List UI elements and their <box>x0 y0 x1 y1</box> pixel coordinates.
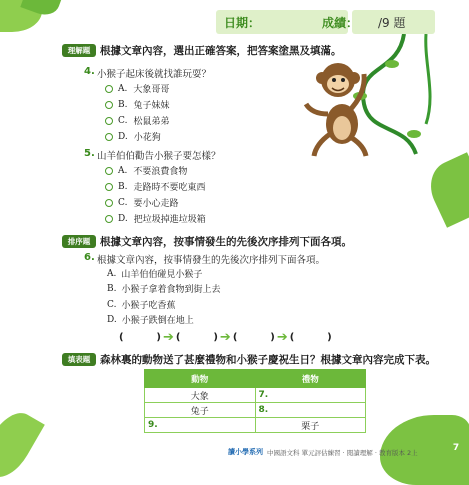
question-5-option-d[interactable]: D. 把垃圾掉進垃圾箱 <box>105 212 206 225</box>
cell-gift-blank[interactable]: 8. <box>255 403 366 418</box>
table-row <box>145 403 366 418</box>
page-number: 7 <box>448 440 464 456</box>
section-badge-table: 填表題 <box>62 353 96 366</box>
cell-animal: 大象 <box>145 388 256 403</box>
radio-icon[interactable] <box>105 167 113 175</box>
section2-instruction: 根據文章內容，按事情發生的先後次序排列下面各項。 <box>100 236 352 248</box>
radio-icon[interactable] <box>105 101 113 109</box>
question-5-option-a[interactable]: A. 不要浪費食物 <box>105 164 187 177</box>
section-badge-comprehension: 理解題 <box>62 44 96 57</box>
table-header-row <box>145 370 366 388</box>
radio-icon[interactable] <box>105 133 113 141</box>
cell-animal-blank[interactable]: 9. <box>145 418 256 433</box>
order-item-c: C. 小猴子吃香蕉 <box>107 299 176 311</box>
cell-gift: 栗子 <box>255 418 366 433</box>
radio-icon[interactable] <box>105 85 113 93</box>
arrow-right-icon: ➔ <box>219 329 231 345</box>
gift-table <box>144 369 366 433</box>
radio-icon[interactable] <box>105 199 113 207</box>
question-5-option-c[interactable]: C. 要小心走路 <box>105 196 178 209</box>
arrow-right-icon: ➔ <box>163 329 174 345</box>
table-row <box>145 388 366 403</box>
date-label: 日期： <box>224 16 261 30</box>
question-4-option-a[interactable]: A. 大象哥哥 <box>105 82 169 95</box>
score-value: /9 題 <box>378 16 406 30</box>
cell-animal: 兔子 <box>145 403 256 418</box>
order-item-b: B. 小猴子拿着食物到街上去 <box>107 283 221 295</box>
leaf-decoration-bottom-left <box>0 405 45 485</box>
footer-brand: 讀小學系列 <box>228 448 263 456</box>
header-gift: 禮物 <box>255 370 366 388</box>
arrow-right-icon: ➔ <box>276 329 288 345</box>
question-5-number: 5. <box>84 148 95 159</box>
radio-icon[interactable] <box>105 183 113 191</box>
question-5-text: 山羊伯伯勸告小猴子要怎樣？ <box>97 151 221 162</box>
question-4-option-c[interactable]: C. 松鼠弟弟 <box>105 114 169 127</box>
score-label: 成績： <box>322 16 359 30</box>
question-5-option-b[interactable]: B. 走路時不要吃東西 <box>105 180 206 193</box>
section3-instruction: 森林裏的動物送了甚麼禮物和小猴子慶祝生日？根據文章內容完成下表。 <box>100 354 436 366</box>
question-6-text: 根據文章內容，按事情發生的先後次序排列下面各項。 <box>97 255 326 266</box>
order-item-a: A. 山羊伯伯碰見小猴子 <box>107 268 203 280</box>
footer <box>228 446 418 458</box>
radio-icon[interactable] <box>105 117 113 125</box>
order-item-d: D. 小猴子跌倒在地上 <box>107 314 194 326</box>
order-blank-3[interactable]: ( ) <box>232 331 275 343</box>
order-blank-1[interactable]: ( ) <box>119 331 161 343</box>
cell-gift-blank[interactable]: 7. <box>255 388 366 403</box>
question-4-text: 小猴子起床後就找誰玩耍？ <box>97 69 212 80</box>
question-4-option-b[interactable]: B. 兔子妹妹 <box>105 98 170 111</box>
order-blank-2[interactable]: ( ) <box>175 331 218 343</box>
question-4-option-d[interactable]: D. 小花狗 <box>105 130 161 143</box>
question-4-number: 4. <box>84 66 95 77</box>
header-animal: 動物 <box>145 370 256 388</box>
score-field <box>322 10 435 34</box>
table-row <box>145 418 366 433</box>
order-answer-row <box>119 330 332 344</box>
order-blank-4[interactable]: ( ) <box>289 331 332 343</box>
section1-instruction: 根據文章內容，選出正確答案，把答案塗黑及填滿。 <box>100 45 342 57</box>
section-badge-ordering: 排序題 <box>62 235 96 248</box>
question-6-number: 6. <box>84 252 95 263</box>
radio-icon[interactable] <box>105 215 113 223</box>
footer-text: 中國語文科 單元評估練習 ‧ 閱讀理解 ‧ 教育版本 2上 <box>267 448 418 457</box>
